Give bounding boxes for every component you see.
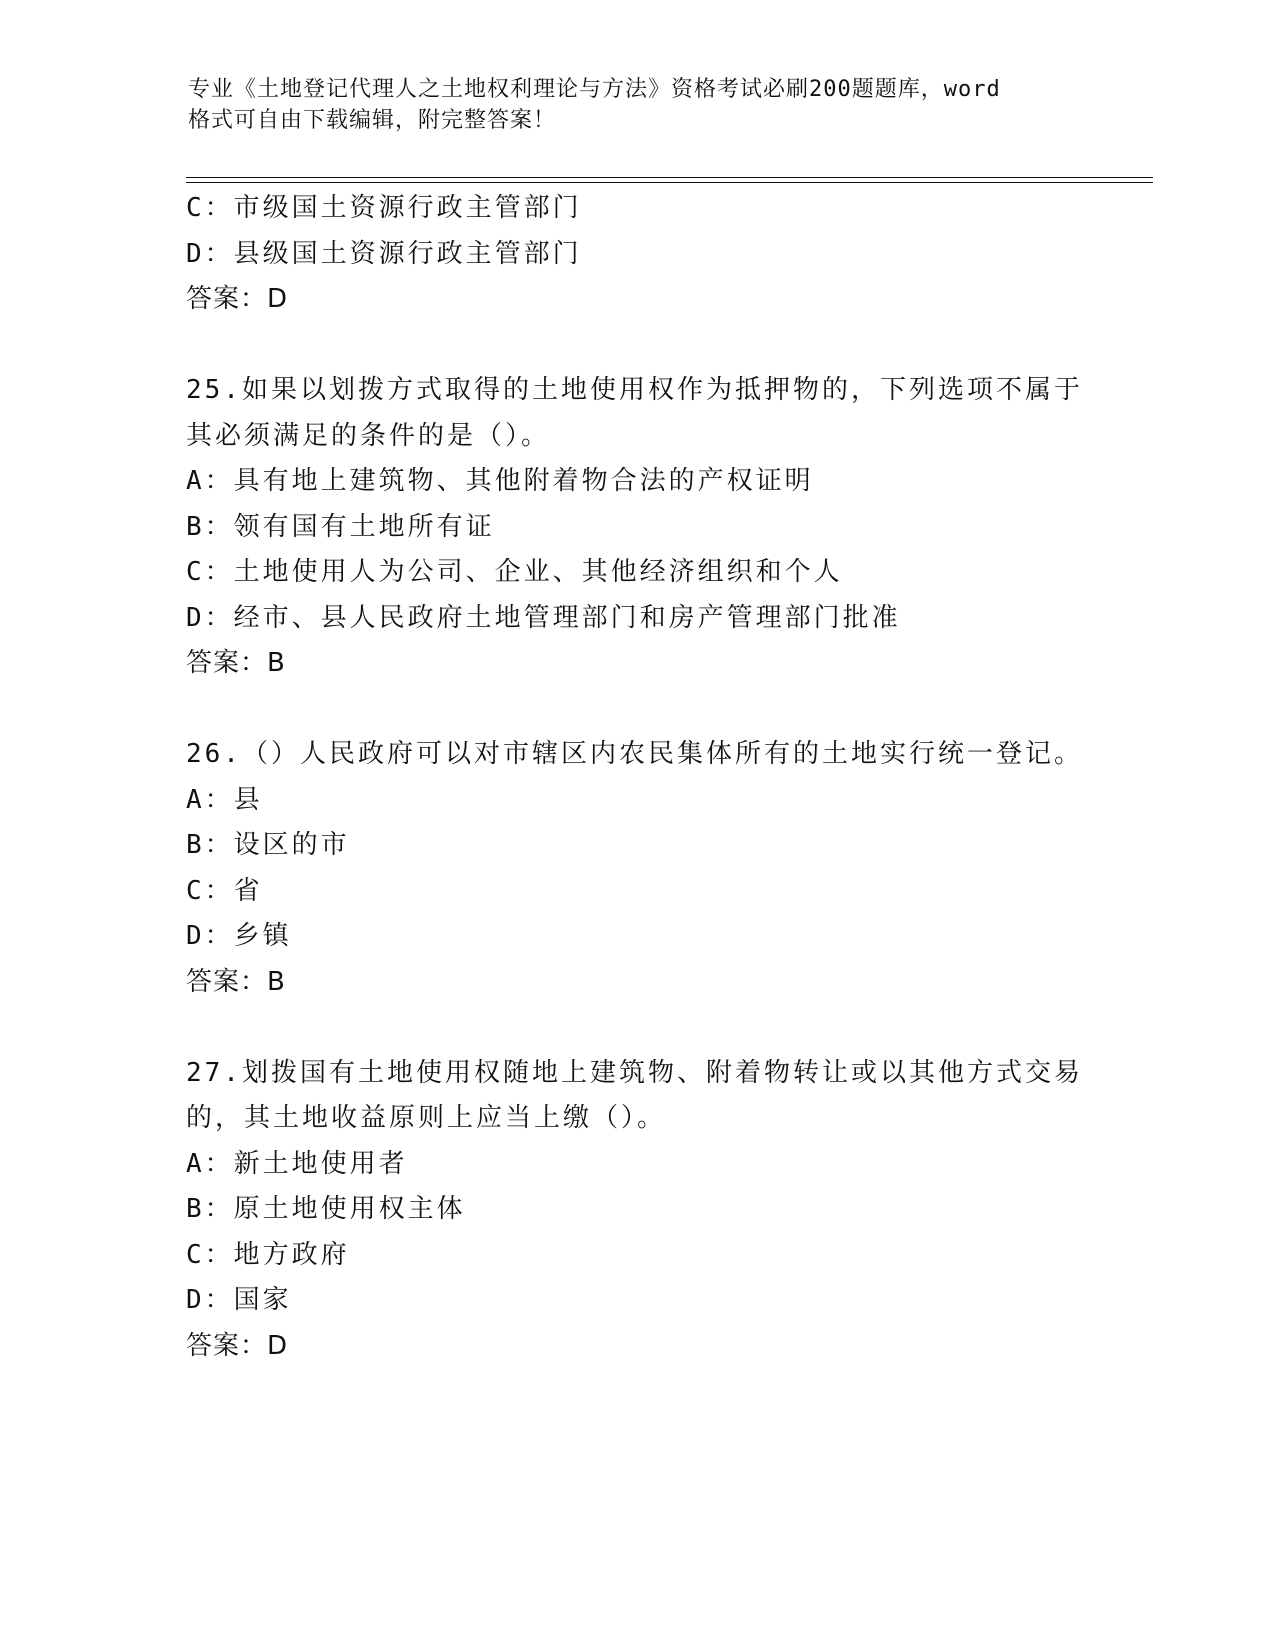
option-c: C：市级国土资源行政主管部门 (186, 193, 582, 223)
question-stem-line-1: 27.划拨国有土地使用权随地上建筑物、附着物转让或以其他方式交易 (186, 1057, 1083, 1088)
option-a: A：新土地使用者 (186, 1148, 408, 1179)
option-c: C：土地使用人为公司、企业、其他经济组织和个人 (186, 557, 843, 587)
answer-line: 答案：B (186, 648, 286, 678)
option-d: D：国家 (186, 1285, 292, 1315)
answer-line: 答案：D (186, 284, 289, 314)
spacer (186, 1005, 1086, 1051)
question-block-24 (186, 186, 1086, 323)
option-b: B：领有国有土地所有证 (186, 511, 495, 542)
question-list (186, 186, 1086, 1369)
answer-line: 答案：B (186, 966, 286, 997)
option-d: D：乡镇 (186, 921, 292, 951)
option-d: D：经市、县人民政府土地管理部门和房产管理部门批准 (186, 602, 901, 633)
option-c: C：省 (186, 875, 263, 906)
question-block-26 (186, 732, 1086, 1005)
spacer (186, 323, 1086, 369)
option-a: A：具有地上建筑物、其他附着物合法的产权证明 (186, 466, 814, 496)
question-stem-line-2: 的，其土地收益原则上应当上缴（）。 (186, 1103, 667, 1133)
question-stem-line-2: 其必须满足的条件的是（）。 (186, 420, 551, 451)
question-stem-line-1: 26.（）人民政府可以对市辖区内农民集体所有的土地实行统一登记。 (186, 739, 1083, 769)
header-title-line-1: 专业《土地登记代理人之土地权利理论与方法》资格考试必刷200题题库，word (188, 77, 1001, 102)
page-header (188, 74, 1068, 136)
header-title-line-2: 格式可自由下载编辑，附完整答案！ (188, 108, 557, 133)
spacer (186, 687, 1086, 733)
option-d: D：县级国土资源行政主管部门 (186, 238, 582, 269)
header-divider (186, 177, 1153, 183)
question-block-25 (186, 368, 1086, 687)
question-stem-line-1: 25.如果以划拨方式取得的土地使用权作为抵押物的，下列选项不属于 (186, 375, 1083, 405)
answer-line: 答案：D (186, 1330, 289, 1361)
option-a: A：县 (186, 784, 263, 815)
option-c: C：地方政府 (186, 1239, 350, 1270)
option-b: B：原土地使用权主体 (186, 1194, 466, 1224)
question-block-27 (186, 1051, 1086, 1370)
option-b: B：设区的市 (186, 830, 350, 860)
